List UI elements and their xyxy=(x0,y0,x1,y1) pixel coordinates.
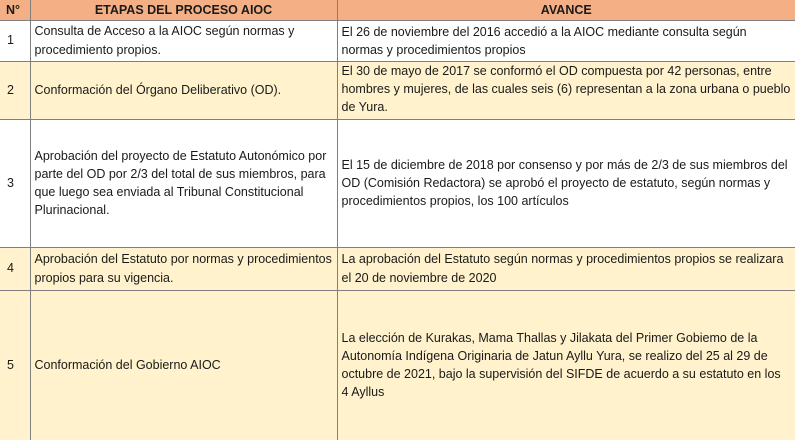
header-number: N° xyxy=(0,0,30,20)
row-number: 4 xyxy=(0,247,30,290)
etapa-cell: Aprobación del Estatuto por normas y procedimientos propios para su vigencia. xyxy=(30,247,337,290)
avance-cell: La elección de Kurakas, Mama Thallas y Jilakata del Primer Gobiemo de la Autonomía Indígena Originaria de Jatun Ayllu Yura, se realizo del 25 al 29 de octubre de 2021, bajo la supervisión del SIFDE de acuerdo a su estatuto en los 4 Ayllus xyxy=(337,290,795,440)
row-number: 3 xyxy=(0,119,30,247)
avance-cell: El 26 de noviembre del 2016 accedió a la AIOC mediante consulta según normas y procedimientos propios xyxy=(337,20,795,61)
row-number: 2 xyxy=(0,61,30,119)
row-number: 1 xyxy=(0,20,30,61)
table-row xyxy=(0,247,795,290)
row-number: 5 xyxy=(0,290,30,440)
table-row xyxy=(0,119,795,247)
etapa-cell: Conformación del Gobierno AIOC xyxy=(30,290,337,440)
etapa-cell: Aprobación del proyecto de Estatuto Autonómico por parte del OD por 2/3 del total de sus miembros, para que luego sea enviada al Tribunal Constitucional Plurinacional. xyxy=(30,119,337,247)
avance-cell: El 15 de diciembre de 2018 por consenso y por más de 2/3 de sus miembros del OD (Comisión Redactora) se aprobó el proyecto de estatuto, según normas y procedimientos propios, los 100 artículos xyxy=(337,119,795,247)
avance-cell: La aprobación del Estatuto según normas y procedimientos propios se realizara el 20 de noviembre de 2020 xyxy=(337,247,795,290)
etapa-cell: Consulta de Acceso a la AIOC según normas y procedimiento propios. xyxy=(30,20,337,61)
table-row xyxy=(0,290,795,440)
table-row xyxy=(0,20,795,61)
header-avance: AVANCE xyxy=(337,0,795,20)
avance-cell: El 30 de mayo de 2017 se conformó el OD compuesta por 42 personas, entre hombres y mujeres, de las cuales seis (6) representan a la zona urbana o pueblo de Yura. xyxy=(337,61,795,119)
table-row xyxy=(0,61,795,119)
table-header-row xyxy=(0,0,795,20)
etapa-cell: Conformación del Órgano Deliberativo (OD). xyxy=(30,61,337,119)
header-etapas: ETAPAS DEL PROCESO AIOC xyxy=(30,0,337,20)
